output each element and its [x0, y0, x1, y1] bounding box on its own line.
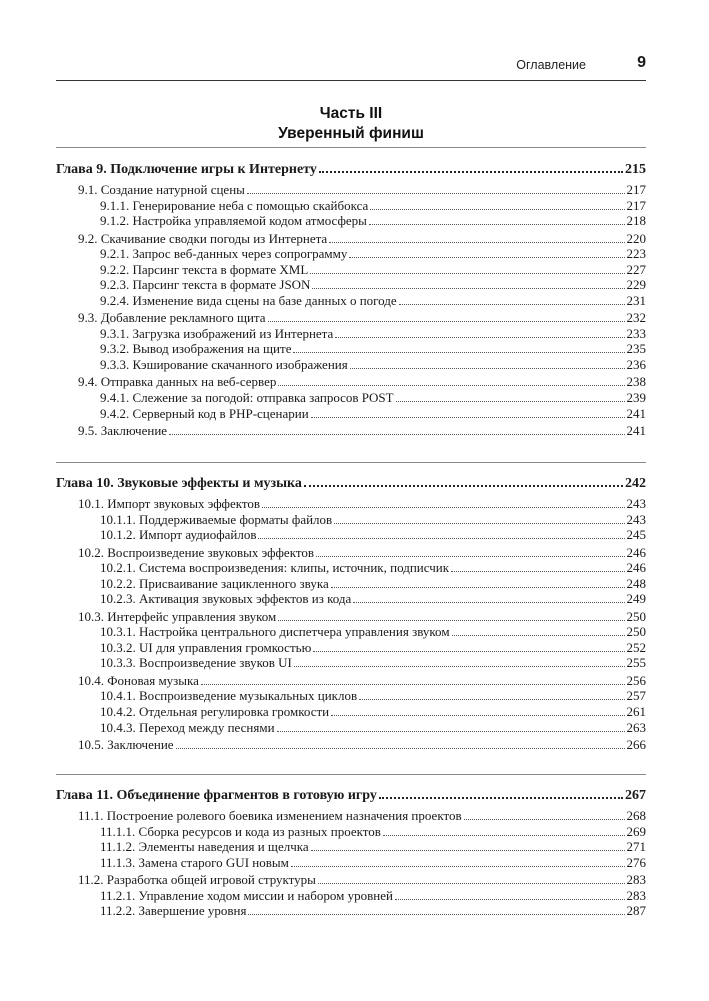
toc-entry-sub — [100, 824, 646, 840]
sub-page-number: 283 — [626, 887, 646, 903]
dot-leader — [169, 423, 624, 435]
header-rule — [56, 80, 646, 81]
section-title: 10.3. Интерфейс управления звуком — [78, 608, 277, 624]
section-page-number: 268 — [626, 808, 646, 823]
sub-page-number: 245 — [626, 527, 646, 543]
section-page-number: 241 — [626, 422, 646, 438]
toc-entry-section — [78, 182, 646, 198]
toc-entry-sub — [100, 527, 646, 543]
section-page-number: 238 — [626, 374, 646, 390]
sub-title: 9.2.4. Изменение вида сцены на базе данных о погоде — [100, 292, 397, 308]
sub-title: 9.4.1. Слежение за погодой: отправка запросов POST — [100, 389, 394, 405]
section-page-number: 217 — [626, 182, 646, 197]
sub-title: 9.3.3. Кэширование скачанного изображения — [100, 357, 348, 372]
sub-title: 10.2.3. Активация звуковых эффектов из кода — [100, 591, 352, 607]
toc-entry-sub — [100, 406, 646, 422]
toc-entry-sub — [100, 560, 646, 576]
section-page-number: 283 — [626, 872, 646, 888]
dot-leader — [335, 326, 624, 338]
toc-entry-chapter — [56, 160, 646, 178]
toc-entry-sub — [100, 855, 646, 871]
dot-leader — [349, 246, 624, 258]
toc-entry-sub — [100, 293, 646, 309]
sub-title: 9.2.1. Запрос веб-данных через сопрограмму — [100, 246, 348, 262]
toc-entry-section — [78, 231, 646, 247]
dot-leader — [262, 496, 624, 508]
dot-leader — [353, 591, 624, 603]
dot-leader — [383, 824, 625, 836]
dot-leader — [312, 277, 624, 289]
section-page-number: 232 — [626, 310, 646, 326]
toc-entry-sub — [100, 624, 646, 640]
toc-entry-sub — [100, 262, 646, 278]
section-title: 9.2. Скачивание сводки погоды из Интернета — [78, 230, 328, 246]
section-title: 10.1. Импорт звуковых эффектов — [78, 496, 261, 511]
section-title: 9.1. Создание натурной сцены — [78, 182, 245, 197]
dot-leader — [359, 688, 624, 700]
sub-title: 10.1.2. Импорт аудиофайлов — [100, 527, 257, 543]
dot-leader — [464, 808, 625, 820]
sub-title: 11.1.3. Замена старого GUI новым — [100, 854, 289, 870]
sub-title: 9.2.2. Парсинг текста в формате XML — [100, 261, 309, 277]
dot-leader — [176, 737, 625, 749]
toc-entry-section — [78, 374, 646, 390]
dot-leader — [370, 198, 624, 210]
dot-leader — [316, 545, 625, 557]
toc-entry-section — [78, 423, 646, 439]
dot-leader — [277, 720, 625, 732]
section-page-number: 246 — [626, 544, 646, 560]
section-page-number: 250 — [626, 608, 646, 624]
dot-leader — [310, 262, 624, 274]
chapter-separator — [56, 774, 646, 775]
toc-entry-sub — [100, 341, 646, 357]
toc-entry-sub — [100, 576, 646, 592]
toc-entry-sub — [100, 357, 646, 373]
toc-entry-sub — [100, 839, 646, 855]
toc-entry-section — [78, 737, 646, 753]
section-page-number: 220 — [626, 230, 646, 246]
toc-entry-sub — [100, 903, 646, 919]
dot-leader — [319, 160, 623, 173]
sub-page-number: 239 — [626, 389, 646, 405]
sub-title: 10.2.2. Присваивание зацикленного звука — [100, 575, 329, 591]
toc-entry-sub — [100, 688, 646, 704]
section-title: 9.5. Заключение — [78, 422, 168, 438]
toc-entry-section — [78, 545, 646, 561]
dot-leader — [451, 560, 624, 572]
sub-page-number: 271 — [626, 839, 646, 855]
toc-entry-sub — [100, 512, 646, 528]
toc-entry-sub — [100, 277, 646, 293]
toc-entry-sub — [100, 640, 646, 656]
sub-page-number: 250 — [626, 624, 646, 640]
dot-leader — [396, 390, 625, 402]
dot-leader — [329, 231, 624, 243]
dot-leader — [268, 310, 625, 322]
dot-leader — [248, 903, 624, 915]
part-number: Часть III — [319, 105, 383, 122]
sub-title: 10.3.1. Настройка центрального диспетчера управления звуком — [100, 624, 450, 640]
toc-entry-sub — [100, 720, 646, 736]
sub-page-number: 217 — [626, 197, 646, 213]
section-page-number: 256 — [626, 672, 646, 688]
sub-page-number: 227 — [626, 261, 646, 277]
sub-page-number: 255 — [626, 655, 646, 671]
dot-leader — [258, 527, 624, 539]
section-title: 10.5. Заключение — [78, 736, 174, 752]
dot-leader — [247, 182, 625, 194]
sub-page-number: 233 — [626, 325, 646, 341]
sub-page-number: 248 — [626, 575, 646, 591]
sub-title: 11.1.1. Сборка ресурсов и кода из разных проектов — [100, 823, 381, 839]
sub-page-number: 243 — [626, 511, 646, 527]
sub-title: 9.1.1. Генерирование неба с помощью скайбокса — [100, 197, 369, 213]
sub-page-number: 249 — [626, 591, 646, 607]
toc-entry-sub — [100, 213, 646, 229]
dot-leader — [369, 213, 625, 225]
toc-entry-sub — [100, 390, 646, 406]
sub-page-number: 287 — [626, 903, 646, 919]
sub-title: 11.2.2. Завершение уровня — [100, 903, 247, 919]
sub-title: 9.4.2. Серверный код в PHP-сценарии — [100, 405, 309, 421]
toc-entry-chapter — [56, 474, 646, 492]
sub-title: 10.2.1. Система воспроизведения: клипы, источник, подписчик — [100, 560, 450, 576]
sub-page-number: 241 — [626, 405, 646, 421]
sub-page-number: 218 — [626, 213, 646, 229]
dot-leader — [294, 655, 625, 667]
chapter-page-number: 215 — [625, 162, 646, 177]
chapter-separator — [56, 147, 646, 148]
section-title: 9.4. Отправка данных на веб-сервер — [78, 374, 277, 390]
sub-title: 10.3.2. UI для управления громкостью — [100, 639, 312, 655]
sub-title: 10.4.2. Отдельная регулировка громкости — [100, 703, 330, 719]
sub-page-number: 261 — [626, 703, 646, 719]
chapter-page-number: 242 — [625, 476, 646, 491]
dot-leader — [399, 293, 625, 305]
dot-leader — [201, 673, 625, 685]
sub-title: 9.2.3. Парсинг текста в формате JSON — [100, 277, 311, 293]
sub-page-number: 252 — [626, 639, 646, 655]
toc-entry-sub — [100, 326, 646, 342]
dot-leader — [293, 341, 624, 353]
toc-entry-sub — [100, 655, 646, 671]
sub-title: 10.1.1. Поддерживаемые форматы файлов — [100, 511, 333, 527]
dot-leader — [278, 609, 624, 621]
sub-page-number: 276 — [626, 854, 646, 870]
dot-leader — [311, 839, 625, 851]
sub-page-number: 236 — [626, 357, 646, 372]
sub-title: 9.3.1. Загрузка изображений из Интернета — [100, 325, 334, 341]
running-header-title: Оглавление — [516, 58, 586, 72]
dot-leader — [379, 786, 623, 799]
toc-entry-section — [78, 673, 646, 689]
chapter-title: Глава 11. Объединение фрагментов в готовую игру — [56, 788, 377, 803]
sub-page-number: 246 — [626, 560, 646, 576]
sub-title: 11.1.2. Элементы наведения и щелчка — [100, 839, 309, 855]
toc-entry-sub — [100, 888, 646, 904]
page-number: 9 — [637, 54, 646, 71]
sub-page-number: 257 — [626, 688, 646, 704]
toc-entry-section — [78, 808, 646, 824]
sub-title: 9.1.2. Настройка управляемой кодом атмосферы — [100, 213, 367, 229]
dot-leader — [304, 474, 623, 487]
sub-page-number: 229 — [626, 277, 646, 293]
section-title: 10.4. Фоновая музыка — [78, 672, 199, 688]
chapter-title: Глава 9. Подключение игры к Интернету — [56, 162, 317, 177]
sub-title: 10.3.3. Воспроизведение звуков UI — [100, 655, 292, 671]
dot-leader — [313, 640, 624, 652]
chapter-title: Глава 10. Звуковые эффекты и музыка — [56, 476, 302, 491]
sub-page-number: 235 — [626, 341, 646, 357]
toc-entry-sub — [100, 246, 646, 262]
sub-title: 10.4.1. Воспроизведение музыкальных циклов — [100, 688, 358, 704]
toc-entry-sub — [100, 198, 646, 214]
toc-entry-section — [78, 496, 646, 512]
toc-entry-section — [78, 872, 646, 888]
dot-leader — [334, 512, 624, 524]
section-title: 10.2. Воспроизведение звуковых эффектов — [78, 544, 314, 560]
chapter-separator — [56, 462, 646, 463]
sub-title: 11.2.1. Управление ходом миссии и набором уровней — [100, 887, 393, 903]
sub-page-number: 263 — [626, 719, 646, 735]
toc-entry-sub — [100, 591, 646, 607]
section-title: 11.1. Построение ролевого боевика изменением назначения проектов — [78, 808, 462, 823]
section-page-number: 266 — [626, 736, 646, 752]
dot-leader — [291, 855, 625, 867]
dot-leader — [331, 576, 625, 588]
part-name: Уверенный финиш — [278, 125, 424, 142]
section-page-number: 243 — [626, 496, 646, 511]
dot-leader — [311, 406, 625, 418]
dot-leader — [331, 704, 624, 716]
dot-leader — [318, 872, 625, 884]
sub-title: 10.4.3. Переход между песнями — [100, 719, 275, 735]
sub-title: 9.3.2. Вывод изображения на щите — [100, 341, 292, 357]
section-title: 9.3. Добавление рекламного щита — [78, 310, 266, 326]
sub-page-number: 223 — [626, 246, 646, 262]
dot-leader — [452, 624, 625, 636]
toc-entry-sub — [100, 704, 646, 720]
toc-entry-section — [78, 310, 646, 326]
dot-leader — [278, 374, 624, 386]
sub-page-number: 231 — [626, 292, 646, 308]
dot-leader — [395, 888, 625, 900]
toc-entry-chapter — [56, 786, 646, 804]
dot-leader — [350, 357, 625, 369]
section-title: 11.2. Разработка общей игровой структуры — [78, 872, 316, 888]
chapter-page-number: 267 — [625, 788, 646, 803]
sub-page-number: 269 — [626, 823, 646, 839]
toc-entry-section — [78, 609, 646, 625]
